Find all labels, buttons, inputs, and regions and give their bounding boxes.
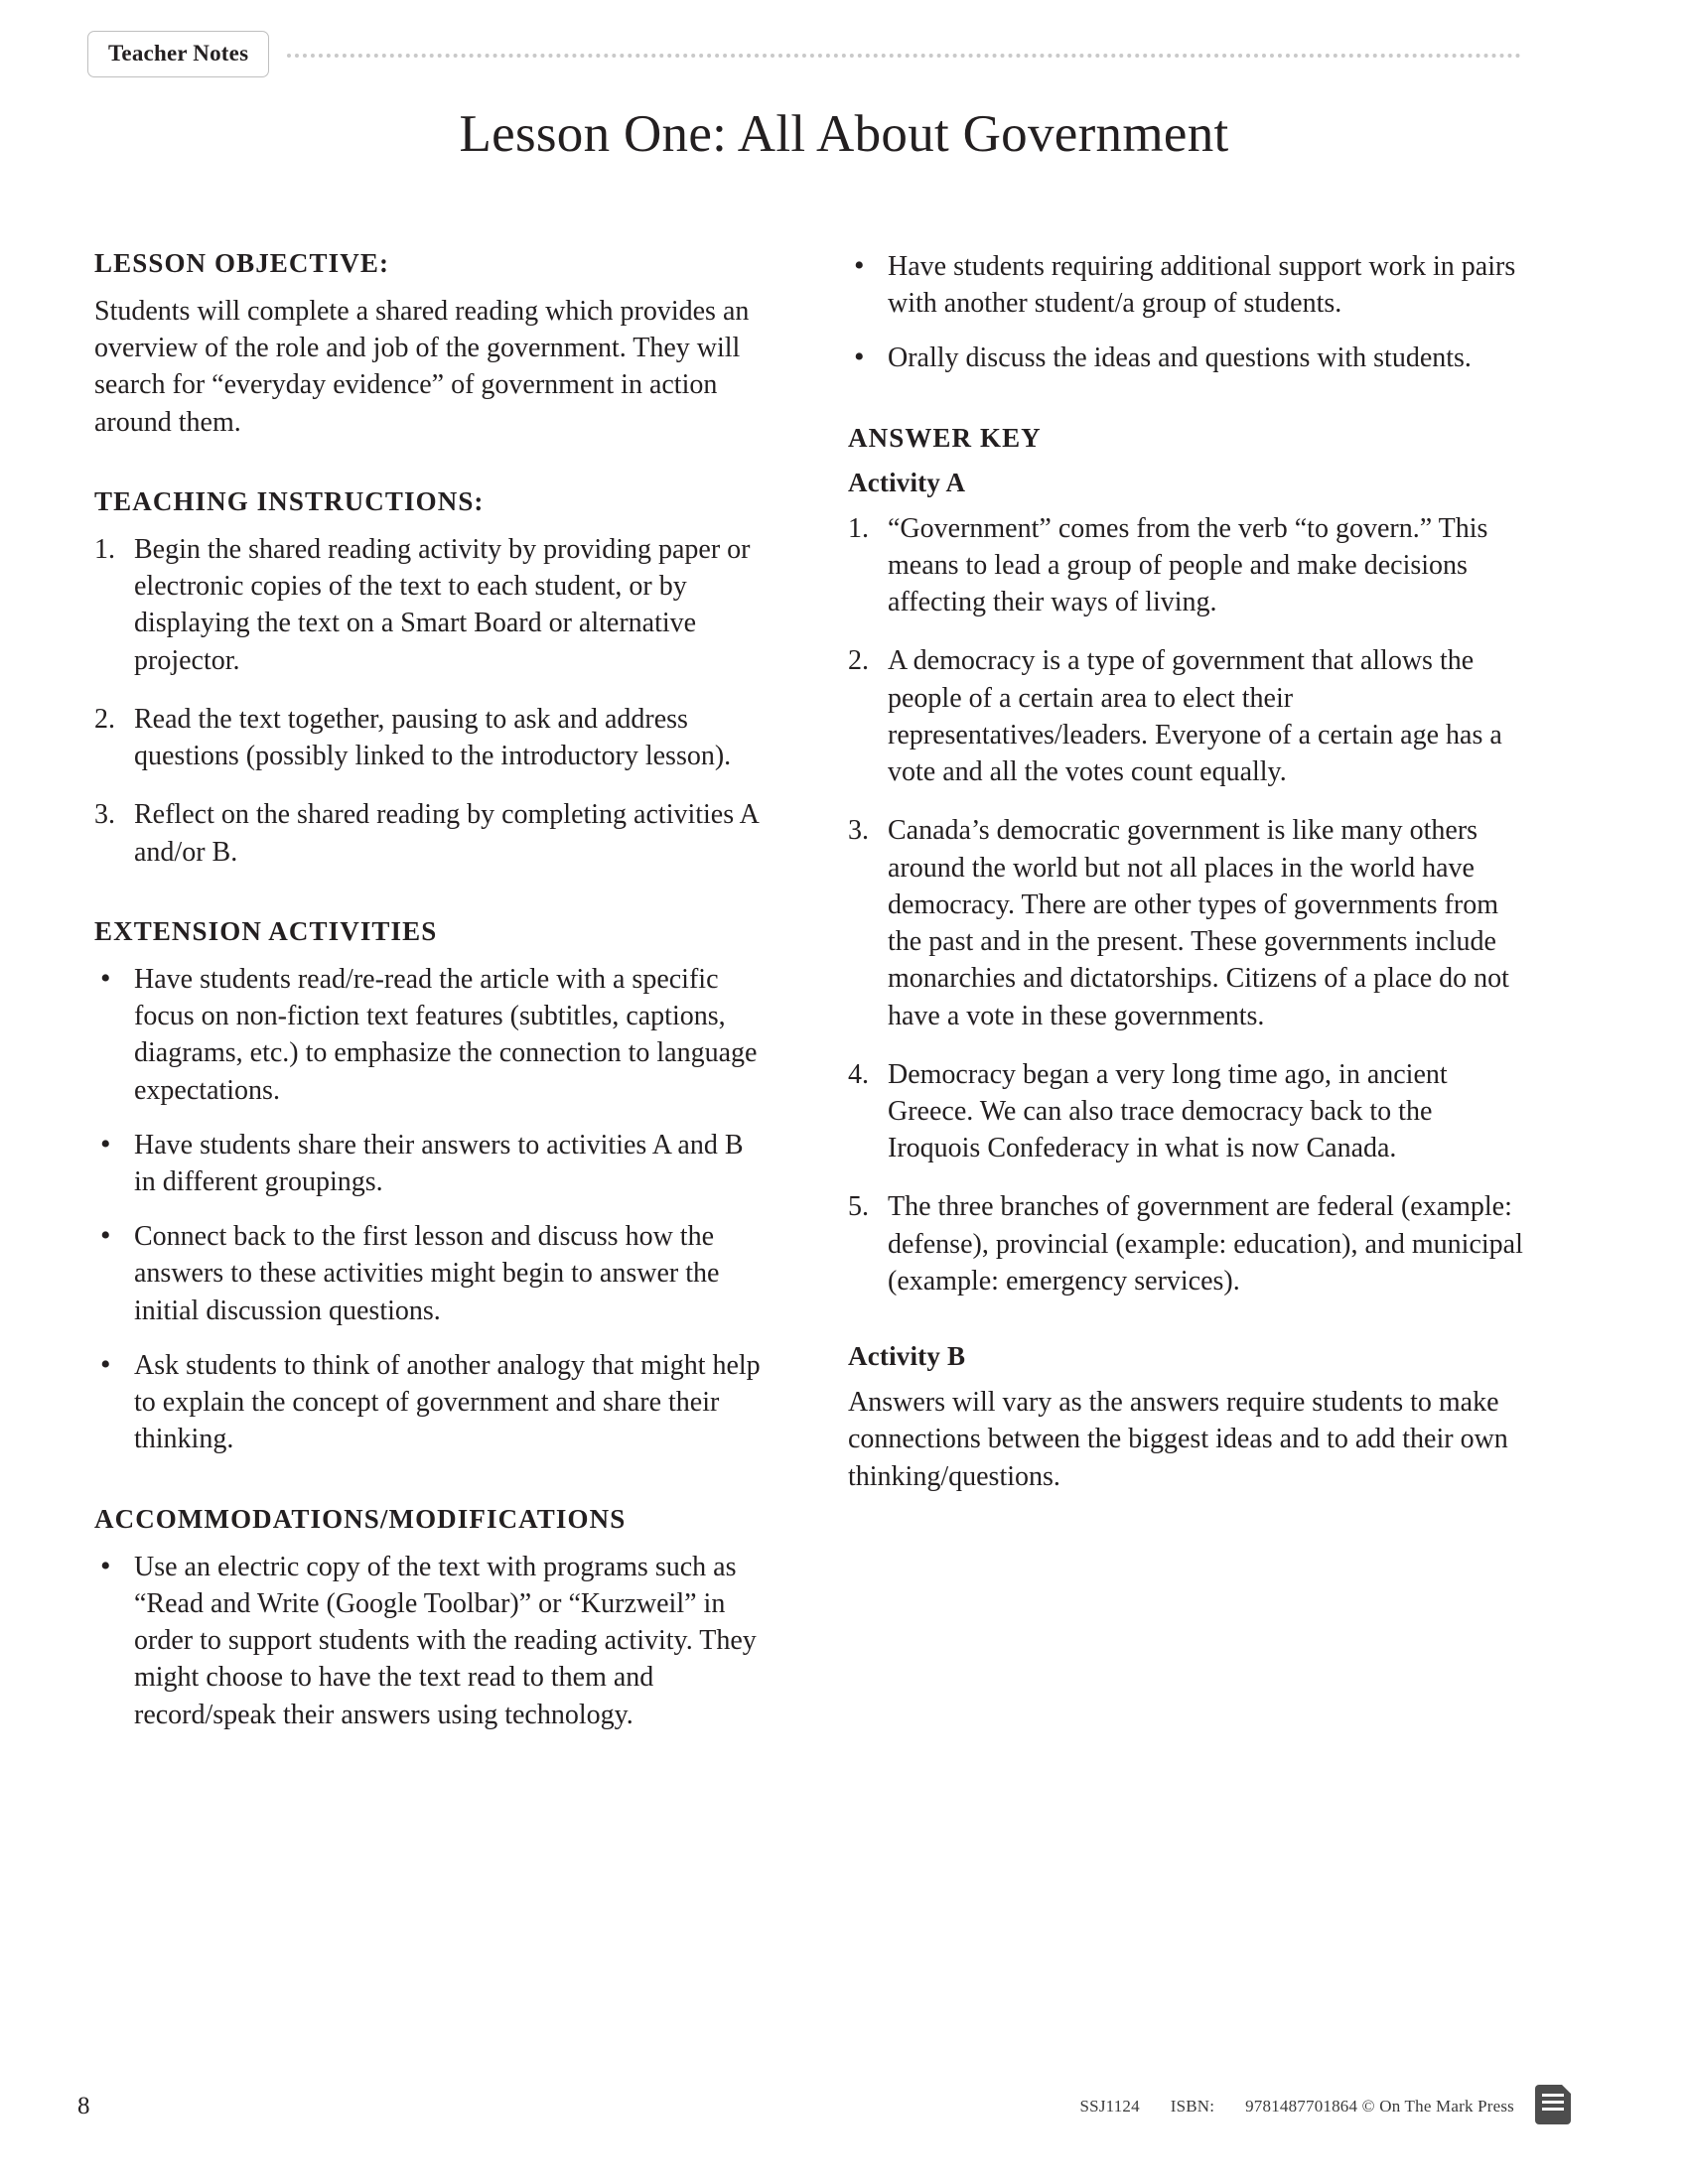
list-item [848, 510, 1524, 621]
list-item-text: A democracy is a type of government that allows the people of a certain area to elect their representatives/leaders. Everyone of a certain age has a vote and all the votes count equally. [888, 645, 1502, 788]
page-footer [0, 2087, 1688, 2132]
list-item [848, 1056, 1524, 1167]
page-number: 8 [77, 2093, 90, 2119]
footer-metadata [1080, 2097, 1514, 2116]
list-item-number: 4. [848, 1058, 869, 1090]
list-item-number: 3. [848, 815, 869, 847]
activity-a-list [848, 510, 1524, 1299]
footer-isbn-value: 9781487701864 © On The Mark Press [1245, 2097, 1514, 2116]
list-item [94, 1549, 771, 1733]
list-item-number: 1. [94, 533, 115, 565]
list-item [94, 701, 771, 774]
header-divider [287, 54, 1521, 58]
teaching-instructions-heading: TEACHING INSTRUCTIONS: [94, 485, 485, 516]
right-column [848, 248, 1524, 1751]
lesson-objective-heading: LESSON OBJECTIVE: [94, 248, 390, 278]
list-item-text: Have students share their answers to activities A and B in different groupings. [134, 1129, 744, 1197]
bullet-icon: • [100, 1347, 111, 1381]
bullet-icon: • [854, 341, 865, 374]
list-item-number: 2. [848, 645, 869, 677]
list-item [94, 531, 771, 679]
list-item-number: 3. [94, 799, 115, 831]
teaching-instructions-list [94, 531, 771, 871]
page-header [87, 30, 1521, 77]
activity-b-text: Answers will vary as the answers require students to make connections between the biggest ideas and to add their own thinking/questions. [848, 1387, 1508, 1492]
document-icon [1535, 2085, 1571, 2124]
footer-code: SSJ1124 [1079, 2097, 1140, 2116]
teacher-notes-badge: Teacher Notes [87, 31, 269, 77]
bullet-icon: • [100, 1127, 111, 1160]
accommodations-continued-list [848, 248, 1524, 377]
list-item-text: “Government” comes from the verb “to govern.” This means to lead a group of people and make decisions affecting their ways of living. [888, 512, 1488, 618]
list-item [848, 642, 1524, 790]
list-item [94, 961, 771, 1109]
list-item [94, 1218, 771, 1329]
list-item-text: Democracy began a very long time ago, in ancient Greece. We can also trace democracy back to the Iroquois Confederacy in what is now Canada. [888, 1058, 1448, 1164]
accommodations-list [94, 1549, 771, 1733]
list-item-number: 2. [94, 703, 115, 735]
footer-isbn-label: ISBN: [1170, 2097, 1215, 2116]
list-item-text: Begin the shared reading activity by providing paper or electronic copies of the text to each student, or by displaying the text on a Smart Board or alternative projector. [134, 533, 751, 676]
bullet-icon: • [100, 961, 111, 995]
accommodations-heading: ACCOMMODATIONS/MODIFICATIONS [94, 1503, 627, 1534]
activity-a-heading: Activity A [848, 467, 966, 497]
answer-key-heading: ANSWER KEY [848, 422, 1042, 453]
list-item-text: Reflect on the shared reading by completing activities A and/or B. [134, 799, 759, 868]
list-item-text: The three branches of government are federal (example: defense), provincial (example: education), and municipal (example: emergency services). [888, 1191, 1523, 1297]
list-item [94, 1127, 771, 1200]
list-item [848, 340, 1524, 376]
list-item-text: Connect back to the first lesson and discuss how the answers to these activities might begin to answer the initial discussion questions. [134, 1221, 720, 1326]
list-item [848, 248, 1524, 322]
extension-activities-heading: EXTENSION ACTIVITIES [94, 915, 438, 946]
list-item-text: Ask students to think of another analogy that might help to explain the concept of government and share their thinking. [134, 1349, 761, 1455]
list-item-number: 1. [848, 512, 869, 544]
left-column [94, 248, 771, 1751]
list-item [848, 812, 1524, 1033]
list-item-text: Canada’s democratic government is like many others around the world but not all places in the world have democracy. There are other types of governments from the past and in the present. These governments include monarchies and dictatorships. Citizens of a place do not have a vote in these governments. [888, 815, 1509, 1031]
extension-activities-list [94, 961, 771, 1458]
lesson-objective-text: Students will complete a shared reading which provides an overview of the role and job of the government. They will search for “everyday evidence” of government in action around them. [94, 296, 750, 438]
list-item-text: Have students requiring additional support work in pairs with another student/a group of students. [888, 251, 1516, 320]
list-item-number: 5. [848, 1191, 869, 1223]
bullet-icon: • [100, 1549, 111, 1582]
list-item-text: Use an electric copy of the text with programs such as “Read and Write (Google Toolbar)” or “Kurzweil” in order to support students with the reading activity. They might choose to have the text read to them and record/speak their answers using technology. [134, 1551, 757, 1730]
list-item-text: Have students read/re-read the article with a specific focus on non-fiction text features (subtitles, captions, diagrams, etc.) to emphasize the connection to language expectations. [134, 963, 758, 1106]
bullet-icon: • [100, 1219, 111, 1253]
list-item [848, 1188, 1524, 1299]
page-title: Lesson One: All About Government [459, 105, 1229, 163]
bullet-icon: • [854, 249, 865, 282]
content-columns [94, 248, 1524, 1751]
list-item [94, 796, 771, 870]
activity-b-heading: Activity B [848, 1341, 966, 1372]
list-item-text: Orally discuss the ideas and questions with students. [888, 342, 1472, 374]
list-item [94, 1347, 771, 1458]
list-item-text: Read the text together, pausing to ask and address questions (possibly linked to the introductory lesson). [134, 703, 732, 772]
